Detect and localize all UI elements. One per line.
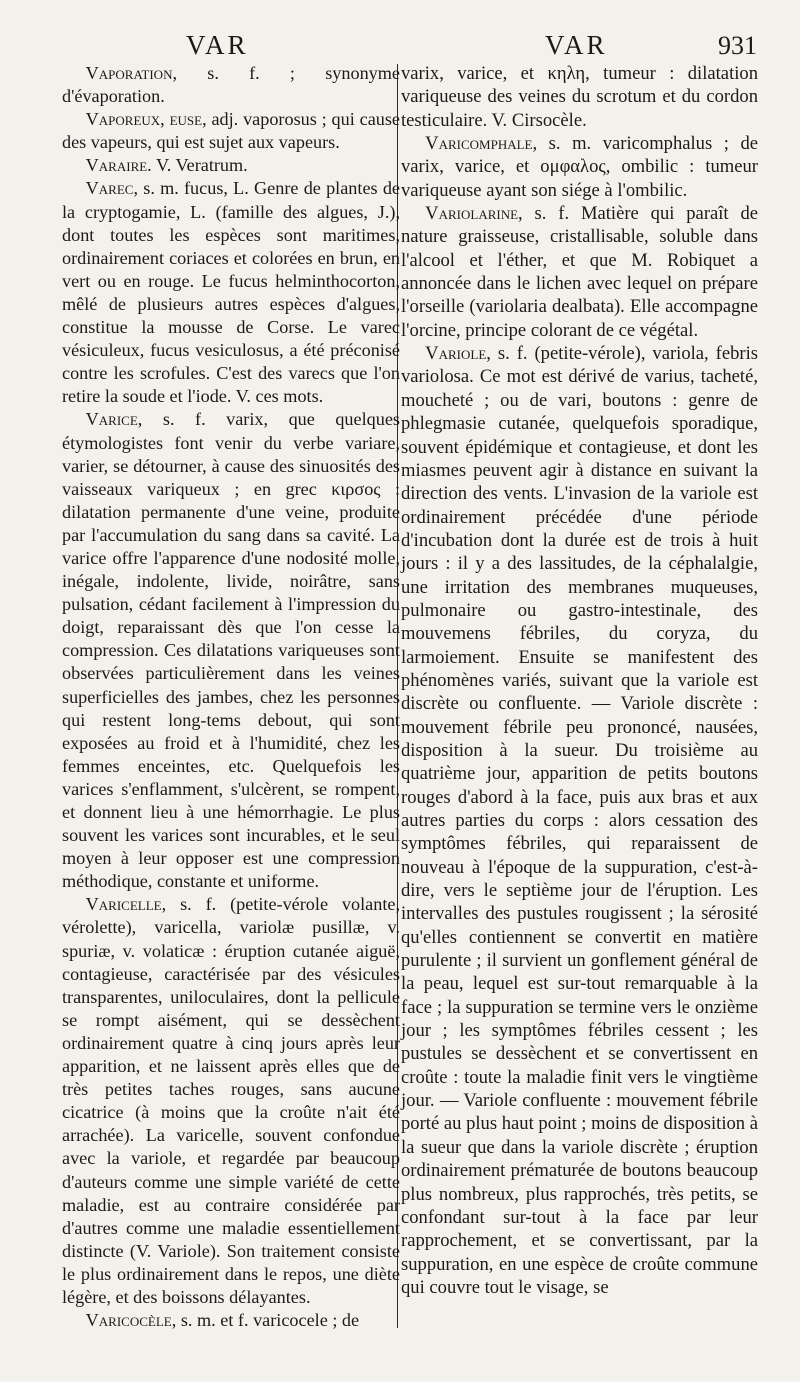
entry-text: , s. f. varix, que quelques étymologistes font venir du verbe variare, varier, se détourner, à cause des sinuosités des vaisseaux variqueux ; en grec κιρσος : dilatation permanente d'une veine, produite par l'accumulation du sang dans sa cavité. La varice offre l'apparence d'une nodosité molle, inégale, indolente, livide, noirâtre, sans pulsation, cédant facilement à l'impression du doigt, reparaissant dès que l'on cesse la compression. Ces dilatations variqueuses sont observées particulièrement dans les veines superficielles des jambes, chez les personnes qui restent long-tems debout, qui sont exposées au froid et à l'humidité, chez les femmes enceintes, etc. Quelquefois les varices s'enflamment, s'ulcèrent, se rompent, et donnent lieu à une hémorrhagie. Le plus souvent les varices sont incurables, et le seul moyen à leur opposer est une compression méthodique, constante et uniforme. (62, 409, 400, 892)
entry-varec (62, 177, 400, 408)
page-number: 931 (718, 31, 757, 60)
entry-text: V. Veratrum. (151, 155, 248, 176)
entry-vaporation (62, 62, 400, 108)
entry-text: , s. m. varicomphalus ; de varix, varice, et ομφαλος, ombilic : tumeur variqueuse ayant son siége à l'ombilic. (401, 133, 758, 201)
entry-varaire (62, 154, 400, 177)
entry-lemma: Varec (85, 178, 134, 199)
entry-vaporeux (62, 108, 400, 154)
entry-text: varix, varice, et κηλη, tumeur : dilatation variqueuse des veines du scrotum et du cordon testiculaire. V. Cirsocèle. (401, 63, 758, 131)
entry-text: , s. m. fucus, L. Genre de plantes de la cryptogamie, L. (famille des algues, J.), dont toutes les espèces sont maritimes, ordinairement coriaces et colorées en brun, en vert ou en rouge. Le fucus helminthocorton, mêlé de plusieurs autres espèces d'algues, constitue la mousse de Corse. Le varec vésiculeux, fucus vesiculosus, a été préconisé contre les scrofules. C'est des varecs que l'on retire la soude et l'iode. V. ces mots. (62, 178, 400, 407)
entry-lemma: Variolarine (425, 203, 519, 225)
entry-text: , s. m. et f. varicocele ; de (171, 1310, 360, 1331)
entry-text: , s. f. ; synonyme d'évaporation. (62, 63, 400, 107)
entry-variolarine (401, 202, 758, 342)
entry-lemma: Varicelle (85, 894, 162, 915)
running-head-left: VAR (186, 30, 249, 60)
right-column (401, 62, 758, 1299)
entry-lemma: Varicomphale (425, 133, 533, 155)
entry-lemma: Varicocèle (85, 1310, 172, 1331)
entry-text: , s. f. (petite-vérole volante, vérolette), varicella, variolæ pusillæ, v. spuriæ, v. volaticæ : éruption cutanée aiguë, contagieuse, caractérisée par des vésicules transparentes, uniloculaires, dont la pellicule se rompt aisément, qui se dessèchent ordinairement quatre à cinq jours après leur apparition, et ne laissent après elles que de très petites taches rouges, sans aucune cicatrice (à moins que la croûte n'ait été arrachée). La varicelle, souvent confondue avec la variole, et regardée par beaucoup d'auteurs comme une simple variété de cette maladie, est au contraire considérée par d'autres comme une maladie essentiellement distincte (V. Variole). Son traitement consiste le plus ordinairement dans le repos, une diète légère, et des boissons délayantes. (62, 894, 400, 1307)
entry-text: , s. f. Matière qui paraît de nature graisseuse, cristallisable, soluble dans l'alcool et l'éther, et que M. Robiquet a annoncée dans le lichen avec lequel on prépare l'orseille (variolaria dealbata). Elle accompagne l'orcine, principe colorant de ce végétal. (401, 203, 758, 341)
entry-varicocele-continued (401, 62, 758, 132)
entry-text: , adj. vaporosus ; qui cause des vapeurs, qui est sujet aux vapeurs. (62, 109, 401, 153)
left-column (62, 62, 400, 1332)
entry-text: , s. f. (petite-vérole), variola, febris variolosa. Ce mot est dérivé de varius, tacheté, moucheté ; ou de vari, boutons : genre de phlegmasie cutanée, quelquefois sporadique, souvent épidémique et contagieuse, et dont les miasmes peuvent agir à distance en suivant la direction des vents. L'invasion de la variole est ordinairement précédée d'une période d'incubation dont la durée est de trois à huit jours : il y a des lassitudes, de la céphalalgie, une irritation des membranes muqueuses, pulmonaire ou gastro-intestinale, des mouvemens fébriles, du coryza, du larmoiement. Ensuite se manifestent des phénomènes variés, suivant que la variole est discrète ou confluente. — Variole discrète : mouvement fébrile peu prononcé, nausées, disposition à la sueur. Du troisième au quatrième jour, apparition de petits boutons rouges d'abord à la face, puis aux bras et aux autres parties du corps : alors cessation des symptômes fébriles, qui reparaissent de nouveau à l'époque de la suppuration, c'est-à-dire, vers le septième jour de l'éruption. Les intervalles des pustules rougissent ; la sérosité qu'elles contiennent se convertit en matière purulente ; il survient un gonflement général de la peau, lequel est sur-tout remarquable à la face ; la suppuration se termine vers le onzième jour ; les symptômes fébriles cessent ; les pustules se dessèchent et se convertissent en croûte : toute la maladie finit vers le vingtième jour. — Variole confluente : mouvement fébrile porté au plus haut point ; moins de disposition à la sueur que dans la variole discrète ; éruption ordinairement prématurée de boutons beaucoup plus nombreux, plus rapprochés, très petits, se confondant sur-tout à la face par leur rapprochement, et se convertissant, par la suppuration, en une espèce de croûte commune qui couvre tout le visage, se (401, 343, 758, 1298)
entry-lemma: Variole (425, 343, 487, 365)
entry-varicomphale (401, 132, 758, 202)
entry-lemma: Vaporation (85, 63, 173, 83)
running-head-right: VAR (545, 30, 608, 60)
entry-lemma: Varaire. (85, 155, 152, 176)
entry-lemma: Varice (85, 409, 138, 430)
entry-varicelle (62, 893, 400, 1309)
entry-lemma: Vaporeux, euse (85, 109, 203, 130)
entry-varicocele (62, 1309, 400, 1332)
entry-variole (401, 342, 758, 1299)
entry-varice (62, 408, 400, 893)
